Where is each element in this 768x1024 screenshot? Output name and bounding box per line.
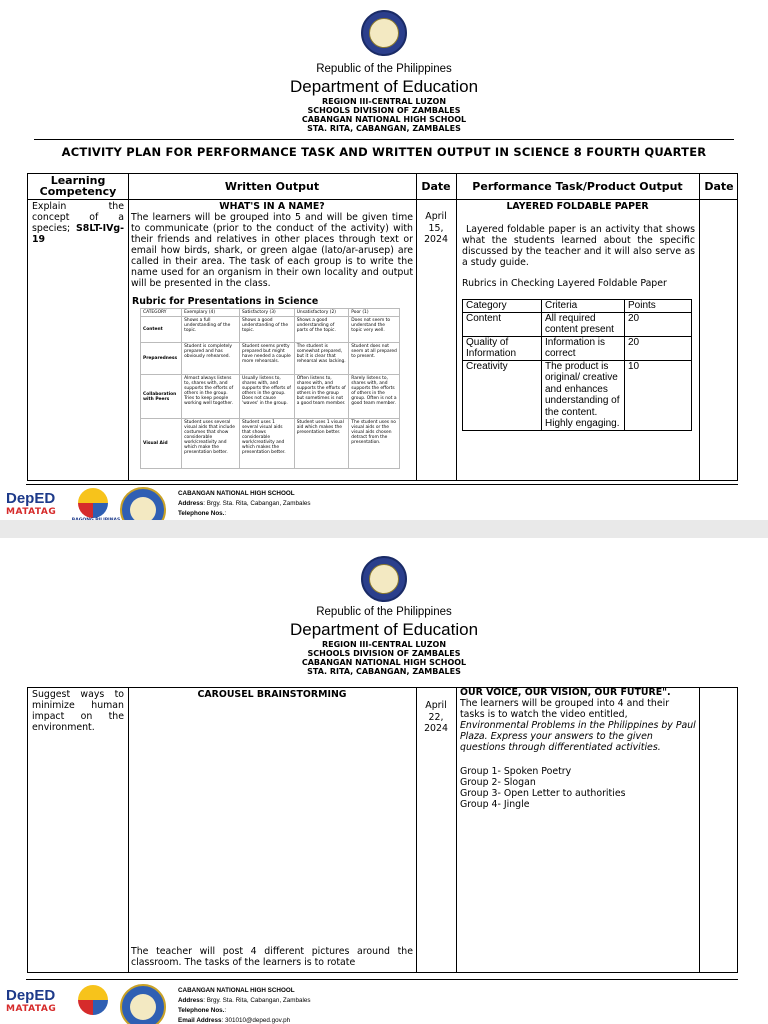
footer-telephone-label: Telephone Nos. [178,1007,225,1014]
fp-header-cell: Criteria [542,300,625,313]
activity-table-2 [27,687,738,973]
date-month: April [425,700,447,711]
date-month: April [425,211,447,222]
rubric-header-cell: Satisfactory (3) [239,309,294,317]
footer-telephone-value: : [224,1007,227,1014]
pt-body-2 [460,698,696,753]
group-item: Group 2- Slogan [460,777,536,788]
fp-header-cell: Category [463,300,542,313]
matatag-label: MATATAG [6,1004,57,1014]
division-label: SCHOOLS DIVISION OF ZAMBALES [307,649,461,658]
header-divider [34,139,734,140]
header-date: Date [421,180,451,193]
deped-seal-icon [361,556,407,602]
header-date-2: Date [704,180,734,193]
bagong-pilipinas-sun-icon [78,985,108,1015]
group-item: Group 1- Spoken Poetry [460,766,572,777]
date-cell-1 [416,211,456,246]
deped-wordmark: DepED [6,987,56,1004]
page-footer-2 [0,981,768,1024]
header-competency: Learning Competency [39,174,117,198]
group-item: Group 3- Open Letter to authorities [460,788,626,799]
footer-email-value: : 301010@deped.gov.ph [221,1017,291,1024]
pt-body: Layered foldable paper is an activity that shows what the students learned about the specific discussed by the teacher and it will also serve as a study guide. [462,224,695,268]
pt-title-2: OUR VOICE, OUR VISION, OUR FUTURE". [460,687,671,698]
fp-cell: 20 [625,336,692,360]
competency-cell-2: Suggest ways to minimize human impact on the environment. [32,689,124,733]
competency-code: S8LT-IVg-19 [32,223,124,245]
school-label: CABANGAN NATIONAL HIGH SCHOOL [301,658,467,667]
footer-telephone-value: : [224,510,227,517]
deped-logo [6,987,62,1014]
pt-body-2-italic: Environmental Problems in the Philippines by Paul Plaza. Express your answers to the given questions through differentiated activities. [460,720,696,753]
rubric-cell: The student uses no visual aids or the visual aids chosen detract from the presentation. [349,419,400,469]
region-label: REGION III-CENTRAL LUZON [321,97,447,106]
rubric-category: Preparedness [141,343,182,375]
document-title: ACTIVITY PLAN FOR PERFORMANCE TASK AND WRITTEN OUTPUT IN SCIENCE 8 FOURTH QUARTER [61,145,707,159]
date-day: 15, [428,222,444,234]
fp-cell: Content [463,312,542,336]
date-day: 22, [428,711,444,723]
footer-divider [26,484,738,485]
rubric-cell: Usually listens to, shares with, and supports the efforts of others in the group. Does not cause 'waves' in the group. [239,375,294,419]
page-gap [0,520,768,538]
address-label: STA. RITA, CABANGAN, ZAMBALES [307,124,461,133]
rubric-category: Visual Aid [141,419,182,469]
fp-cell: All required content present [542,312,625,336]
foldable-rubric-table [462,299,692,431]
footer-email-label: Email Address [178,1017,222,1024]
footer-address-label: Address [178,500,204,507]
rubric-cell: Shows a full understanding of the topic. [182,317,240,343]
pt-rubric-title: Rubrics in Checking Layered Foldable Paper [462,278,667,289]
date-year: 2024 [424,234,448,245]
deped-wordmark: DepED [6,490,56,507]
rubric-cell: Student uses 1 several visual aids that shows considerable work/creativity and which makes the presentation better. [239,419,294,469]
rubric-category: Collaboration with Peers [141,375,182,419]
header-written-output: Written Output [224,180,320,193]
competency-text: Explain the concept of a species; [32,201,124,234]
fp-cell: The product is original/ creative and enhances understanding of the content. Highly engaging. [542,360,625,430]
deped-logo [6,490,62,517]
footer-telephone-label: Telephone Nos. [178,510,225,517]
fp-cell: Information is correct [542,336,625,360]
pt-body-2-text: The learners will be grouped into 4 and their tasks is to watch the video entitled, [460,698,670,720]
footer-address-label: Address [178,997,204,1004]
fp-cell: 10 [625,360,692,430]
footer-info-2 [178,986,311,1024]
rubric-cell: The student is somewhat prepared, but it is clear that rehearsal was lacking. [294,343,349,375]
rubric-cell: Shows a good understanding of the topic. [239,317,294,343]
republic-label: Republic of the Philippines [316,606,452,618]
fp-cell: Quality of Information [463,336,542,360]
department-title: Department of Education [289,77,479,96]
deped-seal-icon [361,10,407,56]
written-output-title: WHAT'S IN A NAME? [219,201,325,212]
document-page-2 [0,538,768,1024]
rubric-cell: Almost always listens to, shares with, and supports the efforts of others in the group. Tries to keep people working well together. [182,375,240,419]
department-title: Department of Education [289,620,479,639]
date-cell-2 [416,700,456,735]
rubric-cell: Shows a good understanding of parts of the topic. [294,317,349,343]
rubric-cell: Student is completely prepared and has obviously rehearsed. [182,343,240,375]
rubric-cell: Does not seem to understand the topic very well. [349,317,400,343]
republic-label: Republic of the Philippines [316,63,452,75]
footer-school-name: CABANGAN NATIONAL HIGH SCHOOL [178,987,295,994]
group-item: Group 4- Jingle [460,799,530,810]
activity-table [27,173,738,481]
written-output-body-2: The teacher will post 4 different pictures around the classroom. The tasks of the learners is to rotate [131,946,413,968]
rubric-cell: Student seems pretty prepared but might have needed a couple more rehearsals. [239,343,294,375]
rubric-cell: Student uses several visual aids that include costumes that show considerable work/creativity and which make the presentation better. [182,419,240,469]
header-performance-task: Performance Task/Product Output [472,180,683,193]
bagong-pilipinas-logo [70,985,116,1024]
matatag-label: MATATAG [6,507,57,517]
rubric-cell: Student uses 1 visual aid which makes the presentation better. [294,419,349,469]
footer-divider [26,979,738,980]
rubric-cell: Student does not seem at all prepared to present. [349,343,400,375]
rubric-cell: Rarely listens to, shares with, and supports the efforts of others in the group. Often is not a good team member. [349,375,400,419]
division-label: SCHOOLS DIVISION OF ZAMBALES [307,106,461,115]
rubric-cell: Often listens to, shares with, and supports the efforts of others in the group but sometimes is not a good team member. [294,375,349,419]
bagong-pilipinas-sun-icon [78,488,108,518]
region-label: REGION III-CENTRAL LUZON [321,640,447,649]
footer-address-value: : Brgy. Sta. Rita, Cabangan, Zambales [203,500,311,507]
fp-cell: 20 [625,312,692,336]
pt-title: LAYERED FOLDABLE PAPER [506,201,649,212]
rubric-header-cell: CATEGORY [141,309,182,317]
school-seal-icon [120,984,166,1024]
footer-address-value: : Brgy. Sta. Rita, Cabangan, Zambales [203,997,311,1004]
presentation-rubric-table [140,308,400,469]
footer-school-name: CABANGAN NATIONAL HIGH SCHOOL [178,490,295,497]
rubric-header-cell: Poor (1) [349,309,400,317]
group-list [460,766,696,810]
written-output-title-2: CAROUSEL BRAINSTORMING [197,689,347,700]
fp-header-cell: Points [625,300,692,313]
school-label: CABANGAN NATIONAL HIGH SCHOOL [301,115,467,124]
rubric-title: Rubric for Presentations in Science [132,296,319,307]
written-output-body: The learners will be grouped into 5 and will be given time to communicate (prior to the conduct of the activity) with their friends and relatives in other places through text or email how birds, shark, or green algae (lato/ar-arusep) are called in their area. The task of each group is to write the name used for an organism in their own locality and output will be presented in the class. [131,212,413,289]
competency-cell [32,201,124,245]
fp-cell: Creativity [463,360,542,430]
rubric-category: Content [141,317,182,343]
rubric-header-cell: Unsatisfactory (2) [294,309,349,317]
rubric-header-cell: Exemplary (4) [182,309,240,317]
address-label: STA. RITA, CABANGAN, ZAMBALES [307,667,461,676]
date-year: 2024 [424,723,448,734]
